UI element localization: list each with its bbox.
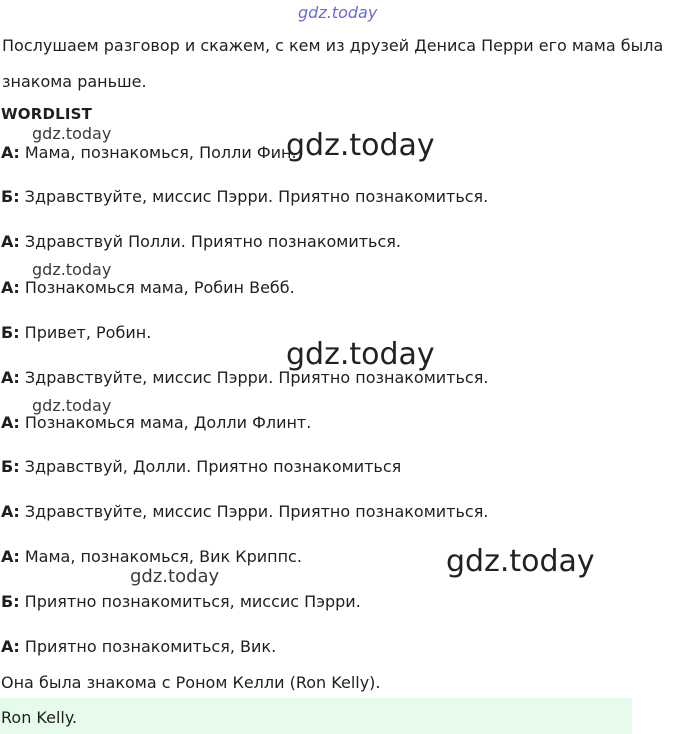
watermark: gdz.today bbox=[130, 566, 220, 587]
dialogue-line bbox=[1, 186, 488, 208]
watermark: gdz.today bbox=[32, 396, 112, 415]
dialogue-text: Приятно познакомиться, миссис Пэрри. bbox=[19, 592, 361, 611]
dialogue-line bbox=[1, 142, 297, 164]
speaker-label: Б: bbox=[1, 457, 20, 476]
answer-highlight bbox=[0, 698, 632, 734]
dialogue-line bbox=[1, 231, 401, 253]
task-intro: Послушаем разговор и скажем, с кем из друзей Дениса Перри его мама была знакома раньше. bbox=[2, 36, 664, 91]
dialogue-line bbox=[1, 501, 488, 523]
dialogue-text: Мама, познакомься, Полли Фин. bbox=[19, 143, 297, 162]
dialogue-text: Привет, Робин. bbox=[19, 323, 152, 342]
dialogue-line bbox=[1, 412, 311, 434]
dialogue-line bbox=[1, 322, 151, 344]
watermark: gdz.today bbox=[32, 260, 112, 279]
dialogue-text: Здравствуйте, миссис Пэрри. Приятно познакомиться. bbox=[19, 502, 489, 521]
wordlist-heading: WORDLIST bbox=[1, 105, 93, 123]
dialogue-text: Познакомься мама, Робин Вебб. bbox=[19, 278, 295, 297]
dialogue-text: Познакомься мама, Долли Флинт. bbox=[19, 413, 312, 432]
dialogue-text: Здравствуй, Долли. Приятно познакомиться bbox=[19, 457, 402, 476]
watermark: gdz.today bbox=[286, 337, 435, 372]
dialogue-text: Здравствуйте, миссис Пэрри. Приятно познакомиться. bbox=[19, 187, 489, 206]
dialogue-line bbox=[1, 277, 295, 299]
dialogue-line bbox=[1, 636, 276, 658]
watermark: gdz.today bbox=[446, 544, 595, 579]
dialogue-text: Здравствуй Полли. Приятно познакомиться. bbox=[19, 232, 401, 251]
speaker-label: А: bbox=[1, 232, 20, 251]
watermark-top: gdz.today bbox=[298, 3, 378, 22]
dialogue-text: Приятно познакомиться, Вик. bbox=[19, 637, 277, 656]
watermark: gdz.today bbox=[32, 124, 112, 143]
dialogue-line bbox=[1, 456, 401, 478]
speaker-label: Б: bbox=[1, 592, 20, 611]
speaker-label: Б: bbox=[1, 187, 20, 206]
speaker-label: А: bbox=[1, 413, 20, 432]
conclusion-text: Она была знакома с Роном Келли (Ron Kelly). bbox=[1, 673, 381, 692]
speaker-label: А: bbox=[1, 547, 20, 566]
dialogue-line bbox=[1, 546, 302, 568]
dialogue-text: Мама, познакомься, Вик Криппс. bbox=[19, 547, 302, 566]
dialogue-text: Здравствуйте, миссис Пэрри. Приятно познакомиться. bbox=[19, 368, 489, 387]
speaker-label: Б: bbox=[1, 323, 20, 342]
speaker-label: А: bbox=[1, 368, 20, 387]
speaker-label: А: bbox=[1, 637, 20, 656]
speaker-label: А: bbox=[1, 278, 20, 297]
speaker-label: А: bbox=[1, 502, 20, 521]
dialogue-line bbox=[1, 591, 361, 613]
watermark: gdz.today bbox=[286, 128, 435, 163]
speaker-label: А: bbox=[1, 143, 20, 162]
answer-text: Ron Kelly. bbox=[1, 708, 78, 727]
